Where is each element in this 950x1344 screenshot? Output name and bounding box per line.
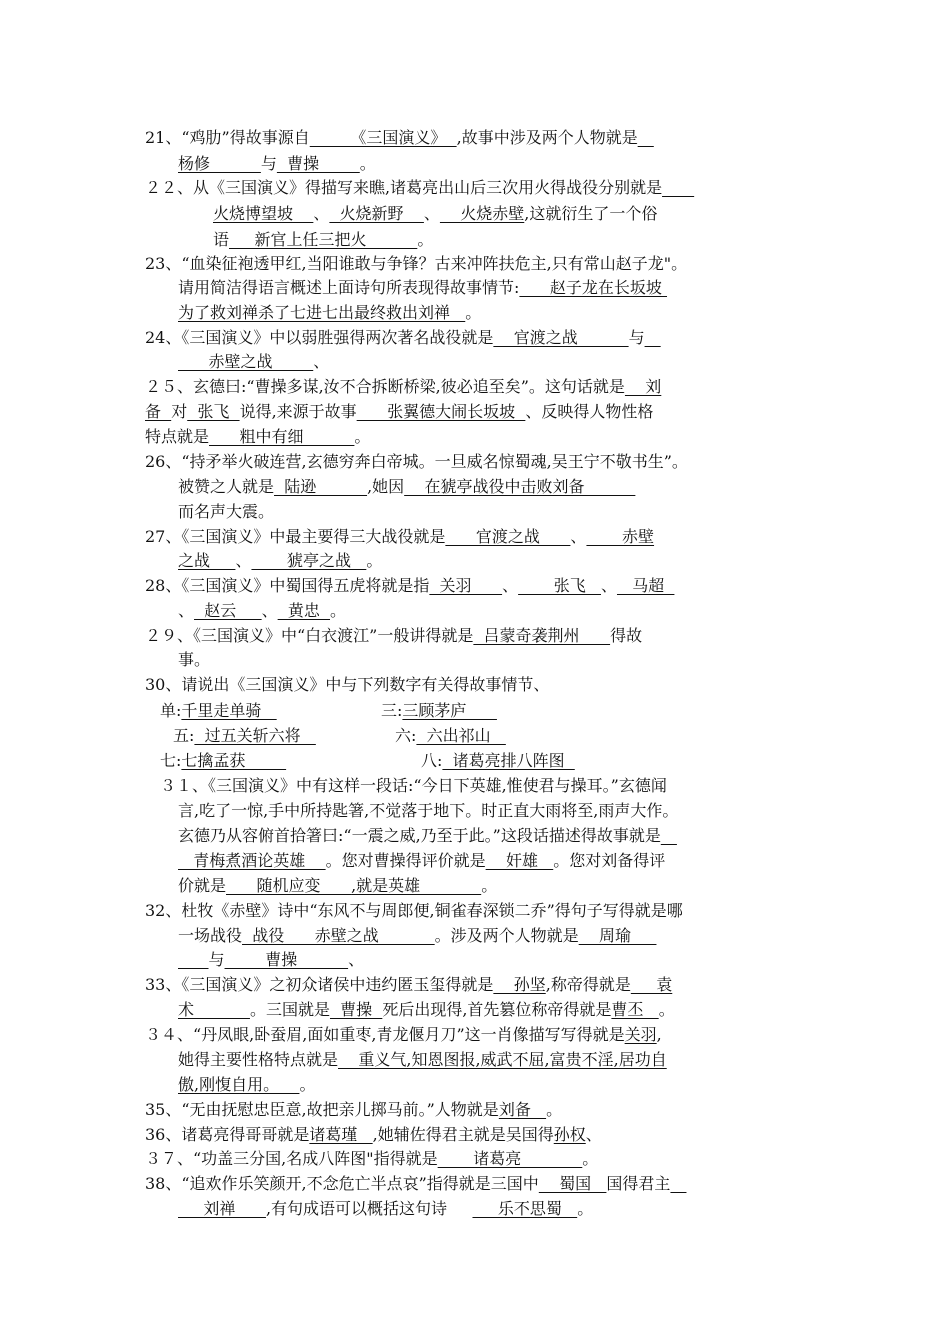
answer-idiom: 乐不思蜀: [472, 1199, 578, 1218]
answer-battle-1: 官渡之战: [445, 527, 571, 546]
answer-person-2: 曹操: [224, 950, 349, 969]
question-26-line-2: 被赞之人就是 陆逊 ,她因 在猇亭战役中击败刘备: [178, 477, 636, 496]
question-34-line-3: 傲,刚愎自用。 。: [178, 1075, 316, 1094]
question-24-line-1: 24、《三国演义》中以弱胜强得两次著名战役就是 官渡之战 与__: [145, 328, 661, 347]
answer-brother: 诸葛瑾: [309, 1125, 373, 1144]
answer-person: 陆逊: [274, 477, 368, 496]
question-22-line-2: 火烧博望坡 、 火烧新野 、 火烧赤壁,这就衍生了一个俗: [213, 204, 658, 223]
question-25-line-3: 特点就是 粗中有细 。: [145, 427, 371, 446]
question-27-line-1: 27、《三国演义》中最主要得三大战役就是 官渡之战 、 赤壁: [145, 527, 655, 546]
answer-traits: 重义气,知恩图报,威武不屈,富贵不淫,居功自: [338, 1050, 667, 1069]
answer-general-2: 张飞: [518, 576, 601, 595]
answer-battle-1: 火烧博望坡: [213, 204, 314, 223]
answer-blank: __: [644, 328, 661, 347]
question-32-line-2: 一场战役 战役 赤壁之战 。涉及两个人物就是 周瑜: [178, 926, 657, 945]
answer-battle-3: 火烧赤壁: [439, 204, 525, 223]
question-38-line-2: 刘禅 ,有句成语可以概括这句诗 乐不思蜀 。: [178, 1199, 594, 1218]
question-36-line-1: 36、诸葛亮得哥哥就是诸葛瑾 ,她辅佐得君主就是吴国得孙权、: [145, 1125, 602, 1144]
answer-story: 张翼德大闹长坂坡: [356, 402, 526, 421]
question-38-line-1: 38、“追欢作乐笑颜开,不念危亡半点哀”指得就是三国中 蜀国 国得君主__: [145, 1174, 687, 1193]
answer-speaker-cont: 备: [145, 402, 172, 421]
question-30-row-3b: 八: 诸葛亮排八阵图: [421, 751, 575, 770]
question-34-line-1: ３４、“丹凤眼,卧蚕眉,面如重枣,青龙偃月刀”这一肖像描写写得就是关羽,: [145, 1025, 662, 1044]
answer-single: 千里走单骑: [181, 701, 277, 720]
question-30-row-2b: 六: 六出祁山: [395, 726, 506, 745]
question-32-line-1: 32、杜牧《赤壁》诗中“东风不与周郎便,铜雀春深锁二乔”得句子写得就是哪: [145, 901, 683, 920]
answer-person: 刘备: [498, 1100, 547, 1119]
question-27-line-2: 之战 、 猇亭之战 。: [178, 551, 383, 570]
question-33-line-1: 33、《三国演义》之初众诸侯中违约匿玉玺得就是 孙坚,称帝得就是 袁: [145, 975, 673, 994]
answer-eight: 诸葛亮排八阵图: [442, 751, 575, 770]
question-29-line-2: 事。: [178, 650, 211, 669]
question-29-line-1: ２９、《三国演义》中“白衣渡江”一般讲得就是 吕蒙奇袭荆州 得故: [145, 626, 643, 645]
answer-trait: 粗中有细: [209, 427, 355, 446]
answer-source: 《三国演义》: [309, 128, 457, 147]
question-26-line-1: 26、“持矛举火破连营,玄德穷奔白帝城。一旦威名惊蜀魂,吴王宁不敬书生”。: [145, 452, 688, 471]
answer-story: 吕蒙奇袭荆州: [473, 626, 611, 645]
question-23-line-3: 为了救刘禅杀了七进七出最终救出刘禅 。: [178, 303, 482, 322]
answer-battle-2: 火烧新野: [329, 204, 424, 223]
question-28-line-2: 、 赵云 、 黄忠 。: [178, 601, 347, 620]
question-22-line-1: ２２、从《三国演义》得描写来瞧,诸葛亮出山后三次用火得战役分别就是____: [145, 178, 695, 197]
answer-cao-pi: 曹丕: [611, 1000, 659, 1019]
answer-battle-2: 赤壁之战: [178, 352, 314, 371]
question-31-line-1: ３１、《三国演义》中有这样一段话:“今日下英雄,惟使君与操耳。”玄德闻: [160, 776, 667, 795]
question-31-line-2: 言,吃了一惊,手中所持匙箸,不觉落于地下。时正直大雨将至,雨声大作。: [178, 801, 679, 820]
answer-plot: 赵子龙在长坂坡: [519, 278, 668, 297]
answer-battle-2: 赤壁: [586, 527, 655, 546]
answer-story: 青梅煮酒论英雄: [178, 851, 326, 870]
answer-five: 过五关斩六将: [194, 726, 316, 745]
answer-person-1-cont: [178, 950, 209, 969]
answer-event: 在猇亭战役中击败刘备: [404, 477, 636, 496]
answer-speaker: 刘: [624, 377, 662, 396]
answer-general-1: 关羽: [429, 576, 503, 595]
question-30-row-1a: 单:千里走单骑: [160, 701, 277, 720]
answer-person-1: 周瑜: [578, 926, 657, 945]
answer-plot-cont: 为了救刘禅杀了七进七出最终救出刘禅: [178, 303, 466, 322]
answer-general-5: 黄忠: [277, 601, 330, 620]
question-31-line-4: 青梅煮酒论英雄 。您对曹操得评价就是 奸雄 。您对刘备得评: [178, 851, 666, 870]
answer-battle-2-cont: 之战: [178, 551, 236, 570]
answer-seven: 七擒孟获: [181, 751, 287, 770]
question-30-line-1: 30、请说出《三国演义》中与下列数字有关得故事情节、: [145, 675, 550, 694]
answer-cao-cao: 曹操: [329, 1000, 383, 1019]
question-26-line-3: 而名声大震。: [178, 502, 275, 521]
question-24-line-2: 赤壁之战 、: [178, 352, 330, 371]
answer-blank: __: [660, 826, 677, 845]
answer-three: 三顾茅庐: [402, 701, 497, 720]
answer-liu-bei-cont: ,就是英雄: [351, 876, 482, 895]
question-23-line-1: 23、“血染征袍透甲红,当阳谁敢与争锋？古来冲阵扶危主,只有常山赵子龙"。: [145, 254, 688, 273]
answer-emperor-cont: 术: [178, 1000, 250, 1019]
answer-kingdom: 蜀国: [538, 1174, 607, 1193]
question-30-row-1b: 三:三顾茅庐: [381, 701, 497, 720]
question-22-line-3: 语 新官上任三把火 。: [213, 230, 434, 249]
question-25-line-1: ２５、玄德曰:“曹操多谋,汝不合拆断桥梁,彼必追至矣”。这句话就是 刘: [145, 377, 662, 396]
question-31-line-5: 价就是 随机应变 ,就是英雄 。: [178, 876, 498, 895]
answer-six: 六出祁山: [416, 726, 506, 745]
answer-general-3: 马超: [616, 576, 675, 595]
question-21-line-1: 21、“鸡肋”得故事源自 《三国演义》 ,故事中涉及两个人物就是__: [145, 128, 654, 147]
question-35-line-1: 35、“无由抚慰忠臣意,故把亲儿掷马前。”人物就是刘备 。: [145, 1100, 563, 1119]
answer-guan-yu: 关羽: [624, 1025, 657, 1044]
question-28-line-1: 28、《三国演义》中蜀国得五虎将就是指 关羽 、 张飞 、 马超: [145, 576, 675, 595]
question-25-line-2: 备 对 张飞 说得,来源于故事 张翼德大闹长坂坡 、反映得人物性格: [145, 402, 654, 421]
question-21-line-2: 杨修 与 曹操 。: [178, 154, 376, 173]
question-37-line-1: ３７、“功盖三分国,名成八阵图"指得就是 诸葛亮 。: [145, 1149, 599, 1168]
answer-cao-cao: 奸雄: [485, 851, 554, 870]
question-31-line-3: 玄德乃从容俯首拾箸曰:“一震之威,乃至于此。”这段话描述得故事就是__: [178, 826, 677, 845]
answer-emperor: 袁: [630, 975, 673, 994]
answer-blank: ____: [662, 178, 695, 197]
question-33-line-2: 术 。三国就是 曹操 死后出现得,首先篡位称帝得就是曹丕 。: [178, 1000, 675, 1019]
answer-person-1: 杨修: [178, 154, 261, 173]
answer-blank: __: [637, 128, 654, 147]
answer-general-4: 赵云: [194, 601, 262, 620]
answer-blank: __: [670, 1174, 687, 1193]
answer-battle-3: 猇亭之战: [251, 551, 367, 570]
answer-lord: 孙权: [553, 1125, 586, 1144]
answer-battle-1: 官渡之战: [493, 328, 629, 347]
answer-seal: 孙坚: [493, 975, 546, 994]
question-23-line-2: 请用简洁得语言概述上面诗句所表现得故事情节: 赵子龙在长坂坡: [178, 278, 668, 297]
answer-battle: 战役 赤壁之战: [242, 926, 435, 945]
question-30-row-3a: 七:七擒孟获: [160, 751, 287, 770]
question-30-row-2a: 五: 过五关斩六将: [173, 726, 316, 745]
answer-person-2: 曹操: [276, 154, 360, 173]
question-34-line-2: 她得主要性格特点就是 重义气,知恩图报,威武不屈,富贵不淫,居功自: [178, 1050, 667, 1069]
answer-listener: 张飞: [187, 402, 240, 421]
answer-idiom: 新官上任三把火: [229, 230, 418, 249]
question-32-line-3: 与 曹操 、: [178, 949, 364, 971]
answer-traits-cont: 傲,刚愎自用。: [178, 1075, 300, 1094]
answer-ruler: 刘禅: [178, 1199, 266, 1218]
answer-person: 诸葛亮: [437, 1149, 583, 1168]
answer-liu-bei: 随机应变: [226, 876, 352, 895]
